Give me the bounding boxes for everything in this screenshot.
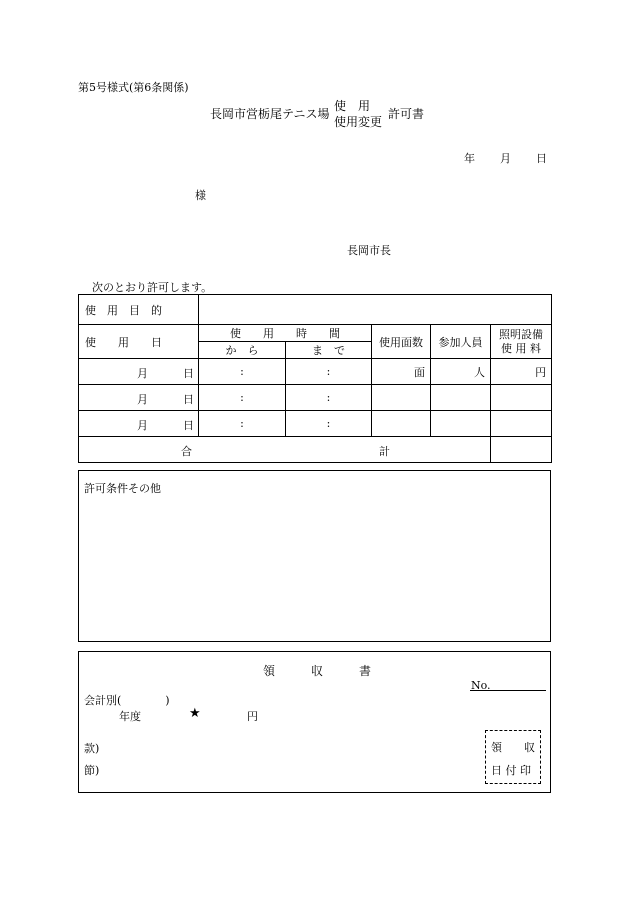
star-icon: ★: [189, 706, 201, 721]
from-time-cell[interactable]: :: [199, 385, 286, 411]
total-label-cell: [79, 437, 491, 463]
fee-cell[interactable]: [491, 411, 552, 437]
addressee-suffix: 様: [195, 189, 206, 202]
receipt-title: 領 収 書: [263, 664, 372, 678]
title-option-change: 使用変更: [334, 115, 383, 129]
courts-cell[interactable]: [372, 385, 431, 411]
date-stamp-box: [485, 730, 541, 784]
light-fee-label: [491, 325, 552, 359]
total-fee-cell[interactable]: [491, 437, 552, 463]
usage-table: [78, 294, 552, 463]
total-left-char: 合: [181, 445, 192, 458]
people-label: 参加人員: [431, 325, 491, 359]
receipt-no-label: No.: [471, 679, 491, 692]
date-cell[interactable]: [79, 359, 199, 385]
fiscal-year-label: 年度: [119, 710, 141, 723]
date-year: 年: [464, 152, 475, 165]
fee-cell[interactable]: 円: [491, 359, 552, 385]
people-cell[interactable]: 人: [431, 359, 491, 385]
title-suffix: 許可書: [388, 107, 425, 121]
kan-label: 款): [84, 742, 100, 755]
to-label: ま で: [286, 342, 372, 359]
table-row: [79, 359, 552, 385]
date-label: 使 用 日: [79, 325, 199, 359]
date-month: 月: [500, 152, 511, 165]
total-right-char: 計: [379, 445, 390, 458]
table-row: [79, 385, 552, 411]
title-option-use: 使 用: [334, 99, 371, 113]
light-label-top: 照明設備: [499, 327, 544, 341]
stamp-label-bottom: 日 付 印: [491, 764, 531, 777]
fee-cell[interactable]: [491, 385, 552, 411]
receipt-no-line[interactable]: [470, 690, 546, 691]
date-day: 日: [536, 152, 547, 165]
light-label-bottom: 使 用 料: [501, 341, 542, 355]
stamp-label-top: 領 収: [491, 741, 535, 754]
intro-text: 次のとおり許可します。: [92, 281, 213, 294]
to-time-cell[interactable]: :: [286, 411, 372, 437]
day-unit: 日: [183, 393, 194, 406]
receipt-box: [78, 651, 551, 793]
month-unit: 月: [137, 367, 148, 380]
conditions-label: 許可条件その他: [84, 482, 161, 495]
courts-label: 使用面数: [372, 325, 431, 359]
from-time-cell[interactable]: :: [199, 411, 286, 437]
form-number: 第5号様式(第6条関係): [78, 81, 189, 94]
day-unit: 日: [183, 419, 194, 432]
conditions-box[interactable]: [78, 470, 551, 642]
date-cell[interactable]: [79, 411, 199, 437]
month-unit: 月: [137, 419, 148, 432]
title-prefix: 長岡市営栃尾テニス場: [210, 107, 330, 121]
people-cell[interactable]: [431, 411, 491, 437]
issuer: 長岡市長: [347, 244, 391, 257]
to-time-cell[interactable]: :: [286, 385, 372, 411]
from-label: か ら: [199, 342, 286, 359]
date-cell[interactable]: [79, 385, 199, 411]
account-label: 会計別( ): [84, 694, 170, 707]
courts-cell[interactable]: [372, 411, 431, 437]
purpose-label: 使 用 目 的: [79, 295, 199, 325]
purpose-field[interactable]: [199, 295, 552, 325]
time-label: 使 用 時 間: [199, 325, 372, 342]
table-row: [79, 411, 552, 437]
to-time-cell[interactable]: :: [286, 359, 372, 385]
day-unit: 日: [183, 367, 194, 380]
total-row: [79, 437, 552, 463]
month-unit: 月: [137, 393, 148, 406]
people-cell[interactable]: [431, 385, 491, 411]
courts-cell[interactable]: 面: [372, 359, 431, 385]
yen-label: 円: [247, 710, 258, 723]
from-time-cell[interactable]: :: [199, 359, 286, 385]
setsu-label: 節): [84, 764, 100, 777]
